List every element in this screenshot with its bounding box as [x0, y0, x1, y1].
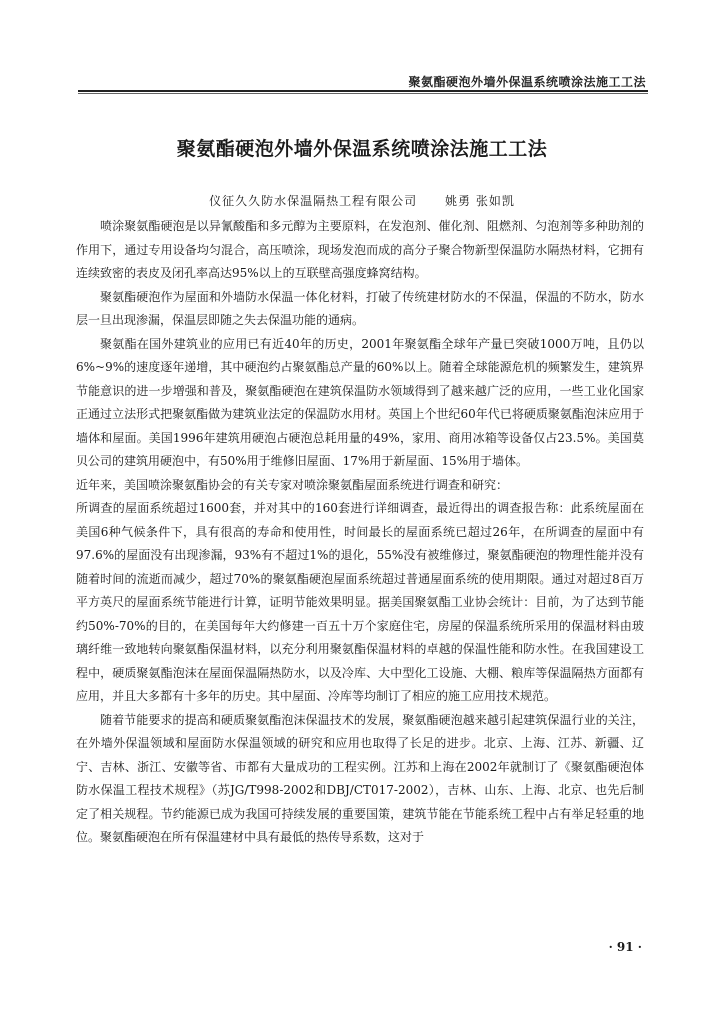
paragraph: 聚氨酯硬泡作为屋面和外墙防水保温一体化材料，打破了传统建材防水的不保温，保温的不防水，防水层一旦出现渗漏，保温层即随之失去保温功能的通病。 — [76, 289, 644, 327]
body-text — [76, 215, 644, 850]
paragraph: 聚氨酯在国外建筑业的应用已有近40年的历史，2001年聚氨酯全球年产量已突破1000万吨，且仍以6%~9%的速度逐年递增，其中硬泡约占聚氨酯总产量的60%以上。随着全球能源危机的频繁发生，建筑界节能意识的进一步增强和普及，聚氨酯硬泡在建筑保温防水领域得到了越来越广泛的应用，一些工业化国家正通过立法形式把聚氨酯做为建筑业法定的保温防水用材。英国上个世纪60年代已将硬质聚氨酯泡沫应用于墙体和屋面。美国1996年建筑用硬泡占硬泡总耗用量的49%，家用、商用冰箱等设备仅占23.5%。美国莫贝公司的建筑用硬泡中，有50%用于维修旧屋面、17%用于新屋面、15%用于墙体。 — [76, 336, 644, 468]
header-rule — [78, 90, 648, 92]
document-title: 聚氨酯硬泡外墙外保温系统喷涂法施工工法 — [176, 138, 548, 160]
byline — [0, 192, 724, 209]
header-rule-thin — [78, 93, 648, 94]
paragraph: 所调查的屋面系统超过1600套，并对其中的160套进行详细调查，最近得出的调查报告称：此系统屋面在美国6种气候条件下，具有很高的寿命和使用性，时间最长的屋面系统已超过26年，在所调查的屋面中有97.6%的屋面没有出现渗漏，93%有不超过1%的退化，55%没有被维修过，聚氨酯硬泡的物理性能并没有随着时间的流逝而减少，超过70%的聚氨酯硬泡屋面系统超过普通屋面系统的使用期限。通过对超过8百万平方英尺的屋面系统节能进行计算，证明节能效果明显。据美国聚氨酯工业协会统计：目前，为了达到节能约50%-70%的目的，在美国每年大约修建一百五十万个家庭住宅，房屋的保温系统所采用的保温材料由玻璃纤维一致地转向聚氨酯保温材料，以充分利用聚氨酯保温材料的卓越的保温性能和防水性。在我国建设工程中，硬质聚氨酯泡沫在屋面保温隔热防水，以及冷库、大中型化工设施、大棚、粮库等保温隔热方面都有应用，并且大多都有十多年的历史。其中屋面、冷库等均制订了相应的施工应用技术规范。 — [76, 501, 644, 703]
paragraph: 随着节能要求的提高和硬质聚氨酯泡沫保温技术的发展，聚氨酯硬泡越来越引起建筑保温行业的关注，在外墙外保温领域和屋面防水保温领域的研究和应用也取得了长足的进步。北京、上海、江苏、新疆、辽宁、吉林、浙江、安徽等省、市都有大量成功的工程实例。江苏和上海在2002年就制订了《聚氨酯硬泡体防水保温工程技术规程》（苏JG/T998-2002和DBJ/CT017-2002），吉林、山东、上海、北京、也先后制定了相关规程。节约能源已成为我国可持续发展的重要国策，建筑节能在节能系统工程中占有举足轻重的地位。聚氨酯硬泡在所有保温建材中具有最低的热传导系数，这对于 — [76, 712, 644, 844]
authors: 姚勇 张如凯 — [445, 194, 515, 208]
running-header: 聚氨酯硬泡外墙外保温系统喷涂法施工工法 — [408, 75, 646, 89]
paragraph: 近年来，美国喷涂聚氨酯协会的有关专家对喷涂聚氨酯屋面系统进行调查和研究： — [76, 477, 509, 492]
organization: 仪征久久防水保温隔热工程有限公司 — [209, 194, 418, 208]
paragraph: 喷涂聚氨酯硬泡是以异氰酸酯和多元醇为主要原料，在发泡剂、催化剂、阻燃剂、匀泡剂等多种助剂的作用下，通过专用设备均匀混合，高压喷涂，现场发泡而成的高分子聚合物新型保温防水隔热材料，它拥有连续致密的表皮及闭孔率高达95%以上的互联壁高强度蜂窝结构。 — [76, 219, 644, 280]
page-number: · 91 · — [608, 940, 642, 954]
